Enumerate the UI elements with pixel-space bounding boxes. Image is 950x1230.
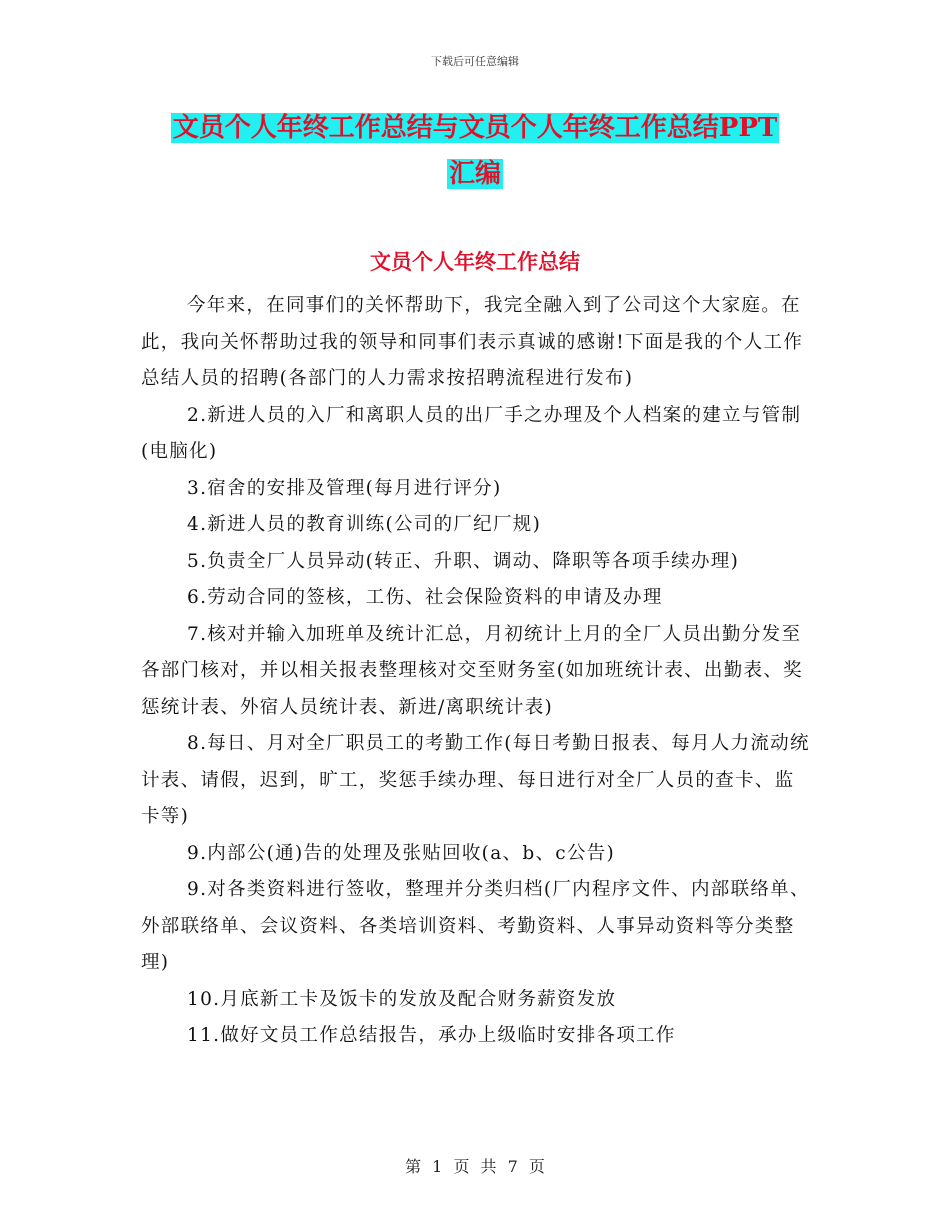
paragraph-item-2: 2.新进人员的入厂和离职人员的出厂手之办理及个人档案的建立与管制(电脑化)	[141, 404, 802, 462]
document-body	[141, 288, 811, 1055]
header-note: 下载后可任意编辑	[431, 55, 519, 68]
document-title-line-1: 文员个人年终工作总结与文员个人年终工作总结PPT	[172, 113, 778, 143]
document-title-continued	[0, 154, 950, 194]
paragraph-item-9b: 9.对各类资料进行签收，整理并分类归档(厂内程序文件、内部联络单、外部联络单、会议资料、各类培训资料、考勤资料、人事异动资料等分类整理)	[141, 879, 810, 973]
document-title-line-2: 汇编	[448, 159, 501, 189]
paragraph-item-10: 10.月底新工卡及饭卡的发放及配合财务薪资发放	[187, 988, 617, 1010]
paragraph-item-4: 4.新进人员的教育训练(公司的厂纪厂规)	[187, 514, 542, 535]
document-title	[0, 108, 950, 148]
paragraph-item-8: 8.每日、月对全厂职员工的考勤工作(每日考勤日报表、每月人力流动统计表、请假，迟到，旷工，奖惩手续办理、每日进行对全厂人员的查卡、监卡等)	[141, 733, 810, 827]
paragraph-item-11: 11.做好文员工作总结报告，承办上级临时安排各项工作	[187, 1025, 676, 1046]
paragraph-item-6: 6.劳动合同的签核，工伤、社会保险资料的申请及办理	[187, 587, 663, 608]
section-title: 文员个人年终工作总结	[370, 249, 580, 274]
page-number-footer: 第 1 页 共 7 页	[405, 1157, 545, 1176]
paragraph-item-5: 5.负责全厂人员异动(转正、升职、调动、降职等各项手续办理)	[187, 550, 740, 572]
paragraph-intro: 今年来，在同事们的关怀帮助下，我完全融入到了公司这个大家庭。在此，我向关怀帮助过我的领导和同事们表示真诚的感谢!下面是我的个人工作总结人员的招聘(各部门的人力需求按招聘流程进行发布)	[141, 295, 804, 389]
paragraph-item-7: 7.核对并输入加班单及统计汇总，月初统计上月的全厂人员出勤分发至各部门核对，并以相关报表整理核对交至财务室(如加班统计表、出勤表、奖惩统计表、外宿人员统计表、新进/离职统计表)	[141, 623, 803, 718]
paragraph-item-9a: 9.内部公(通)告的处理及张贴回收(a、b、c公告)	[187, 842, 616, 864]
paragraph-item-3: 3.宿舍的安排及管理(每月进行评分)	[187, 477, 502, 499]
